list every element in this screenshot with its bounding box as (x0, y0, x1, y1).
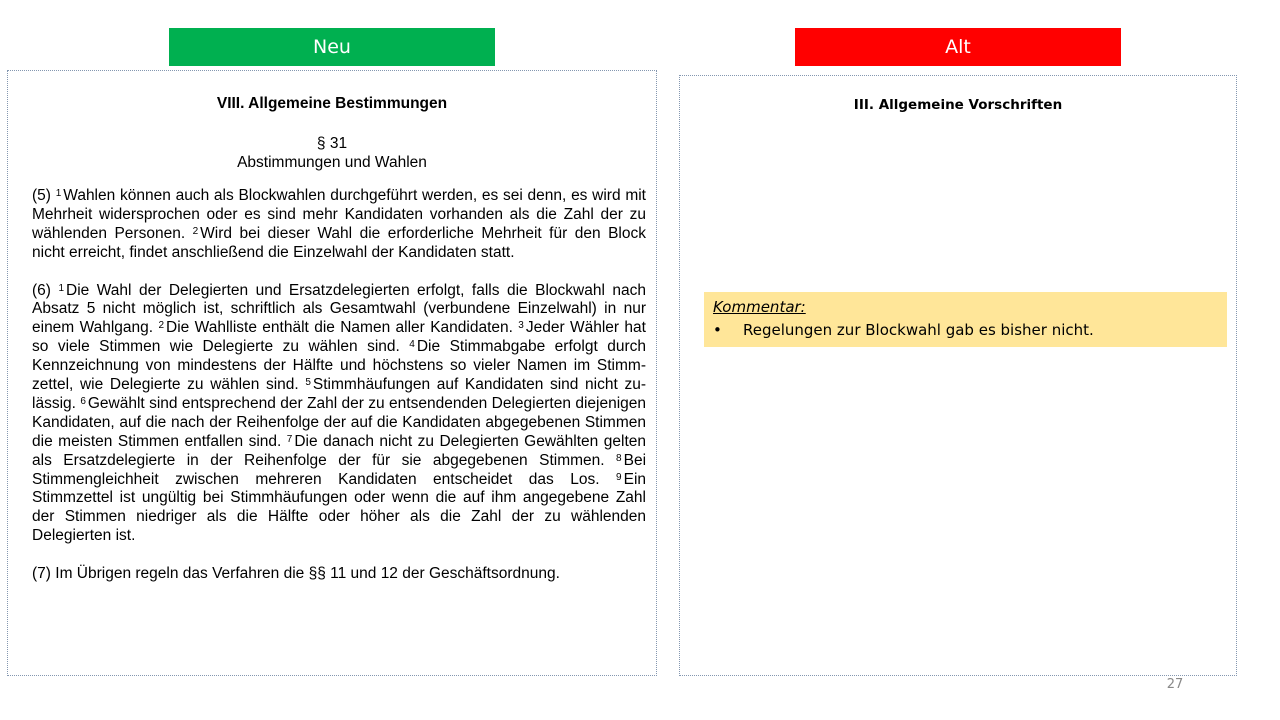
new-version-document (7, 70, 657, 676)
new-part-title: VIII. Allgemeine Bestimmungen (216, 95, 448, 112)
sentence-text: Die Wahl der Delegierten und Ersatzdelegierten erfolgt, falls die Blockwahl nach Absatz 5 nicht möglich ist, schriftlich als Gesamtwahl (verbundene Einzelwahl) in nur einem Wahlgang. (32, 281, 646, 337)
paragraph-5 (32, 187, 646, 263)
section-number: § 31 (316, 135, 348, 152)
sentence-number: 1 (55, 188, 62, 199)
section-heading (8, 134, 656, 172)
paragraph-6 (32, 282, 646, 547)
sentence-text: Bei Stimmengleichheit zwischen mehreren Kandidaten entscheidet das Los. (32, 451, 647, 488)
sentence-text: Im Übrigen regeln das Verfahren die §§ 11 und 12 der Geschäftsordnung. (55, 565, 560, 583)
sentence-text: Jeder Wähler hat so viele Stimmen wie Delegierte zu wählen sind. (32, 319, 646, 356)
sentence-number: 9 (616, 471, 622, 483)
paragraph-number: (5) (32, 187, 51, 204)
section-title: Abstimmungen und Wahlen (237, 154, 427, 171)
paragraph-number: (7) (32, 565, 51, 583)
sentence-text: Gewählt sind entsprechend der Zahl der zu entsendenden Delegierten diejenigen Kandidaten, auf die nach der Reihenfolge der auf die Kandidaten abgegebenen Stimmen die meisten Stimmen entfallen sind. (32, 394, 646, 450)
comment-box (704, 292, 1227, 347)
sentence-number: 4 (409, 339, 415, 351)
sentence-number: 7 (286, 433, 293, 445)
sentence-number: 2 (158, 320, 165, 332)
sentence-text: Die Wahlliste enthält die Namen aller Kandidaten. (166, 319, 513, 337)
section-body (32, 187, 646, 603)
sentence-number: 5 (305, 377, 311, 389)
bullet-icon: • (713, 321, 722, 339)
sentence-text: Die danach nicht zu Delegierten Gewählten gelten als Ersatzdelegierte in der Reihenfolge der für sie abgegebenen Stimmen. (32, 432, 646, 469)
old-version-label: Alt (795, 28, 1121, 66)
old-version-document (679, 75, 1237, 676)
comment-list-item (713, 319, 1218, 342)
new-version-label: Neu (169, 28, 495, 66)
sentence-text: Stimmhäufungen auf Kandidaten sind nicht zulässig. (32, 376, 646, 412)
sentence-number: 1 (58, 282, 64, 294)
paragraph-number: (6) (32, 281, 51, 299)
sentence-text: Ein Stimmzettel ist ungültig bei Stimmhäufungen oder wenn die auf ihm angegebene Zahl der Stimmen niedriger als die Hälfte oder höher als die Zahl der zu wählenden Delegierten ist. (32, 470, 647, 545)
sentence-text: Wird bei dieser Wahl die erforderliche Mehrheit für den Block nicht erreicht, findet anschließend die Einzelwahl der Kandidaten statt. (32, 224, 646, 261)
paragraph-7 (32, 565, 646, 584)
sentence-text: Die Stimmabgabe erfolgt durch Kennzeichnung von mindestens der Hälfte und höchstens so vieler Namen im Stimmzettel, wie Delegierte zu wählen sind. (32, 338, 646, 394)
old-part-title: III. Allgemeine Vorschriften (853, 97, 1063, 113)
comment-title: Kommentar: (713, 298, 806, 316)
comment-text: Regelungen zur Blockwahl gab es bisher nicht. (743, 321, 1094, 339)
sentence-text: Wahlen können auch als Blockwahlen durchgeführt werden, es sei denn, es wird mit Mehrheit widersprochen oder es sind mehr Kandidaten vorhanden als die Zahl der zu wählenden Personen. (32, 187, 646, 242)
sentence-number: 8 (616, 452, 622, 464)
sentence-number: 3 (518, 320, 524, 332)
sentence-number: 6 (80, 395, 86, 407)
page-number: 27 (1166, 677, 1184, 692)
sentence-number: 2 (192, 225, 199, 237)
